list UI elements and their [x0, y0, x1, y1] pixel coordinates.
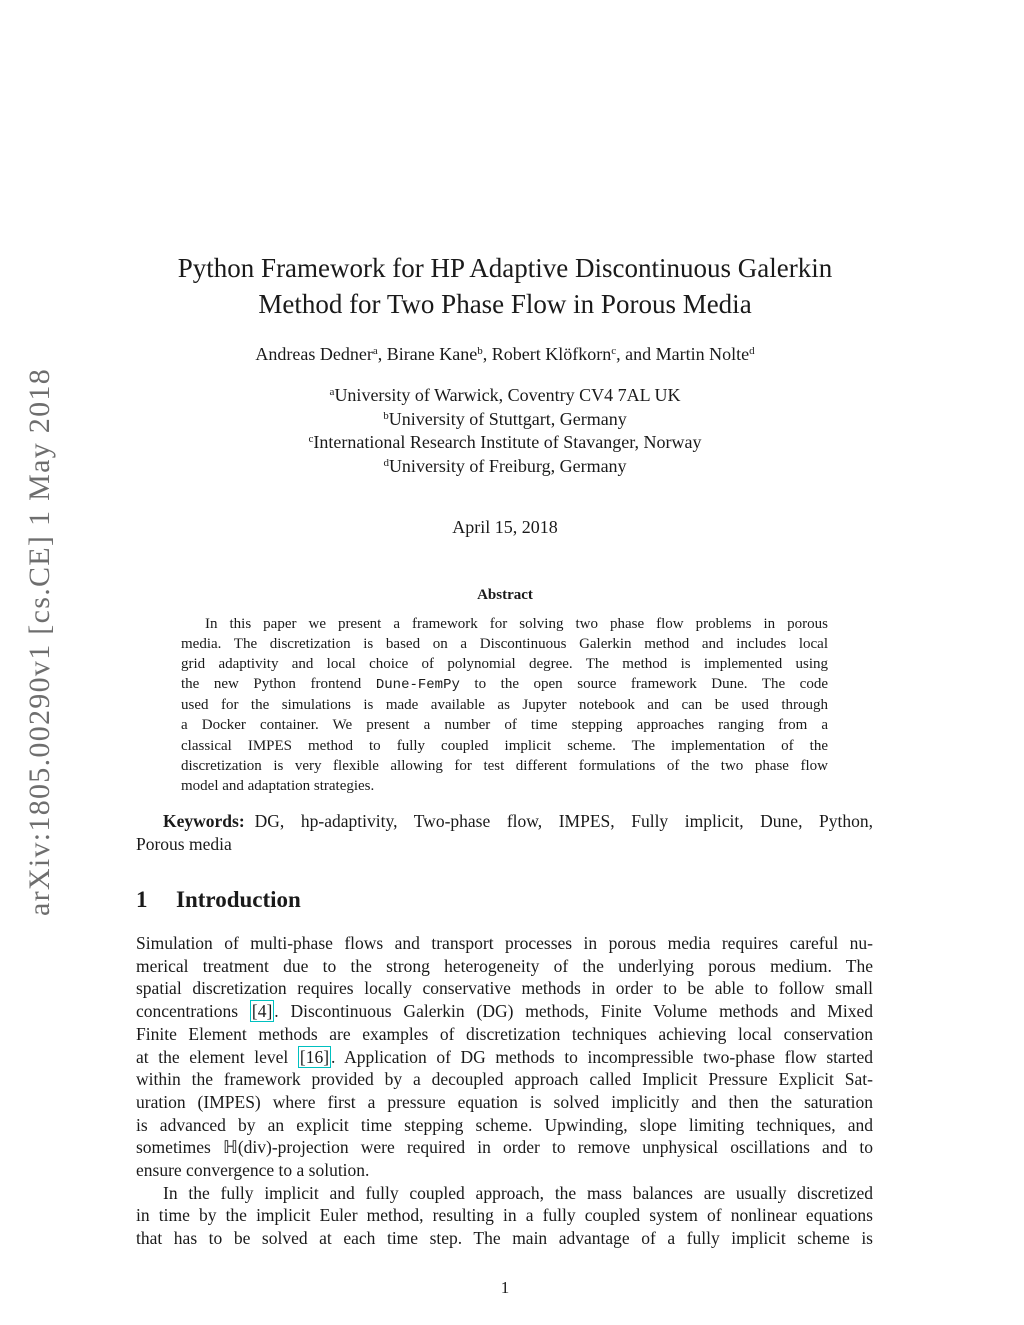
text-run: . Application of DG methods to incompressible two-phase flow started: [331, 1046, 874, 1067]
arxiv-identifier: arXiv:1805.00290v1 [cs.CE] 1 May 2018: [23, 367, 56, 917]
text-run: Simulation of multi-phase flows and transport processes in porous media requires careful nu-: [136, 933, 873, 953]
code-term: Dune-FemPy: [375, 677, 460, 694]
abstract-line: [181, 715, 828, 735]
page-number: 1: [500, 1278, 510, 1297]
body-line: [136, 1204, 873, 1227]
body-line: [136, 977, 873, 1000]
text-run: uration (IMPES) where first a pressure equation is solved implicitly and then the saturation: [136, 1091, 873, 1112]
abstract-line: [181, 736, 828, 756]
text-run: concentrations: [136, 1001, 250, 1022]
keywords-label: Keywords:: [163, 811, 245, 831]
body-line: [136, 1068, 873, 1091]
affiliation-mark: d: [383, 456, 389, 469]
body-line: [136, 1136, 873, 1159]
body-line: [136, 932, 873, 955]
author-separator: ,: [482, 344, 492, 364]
body-line: [136, 1091, 873, 1114]
affiliation: [140, 408, 870, 432]
author-separator: ,: [377, 344, 387, 364]
title-line: Python Framework for HP Adaptive Discontinuous Galerkin: [177, 253, 833, 283]
text-run: to the open source framework Dune. The code: [459, 676, 828, 693]
body-line: [136, 1159, 873, 1182]
text-run: ensure convergence to a solution.: [136, 1160, 370, 1181]
affiliation-mark: b: [477, 345, 483, 357]
affiliation: [140, 455, 870, 479]
author-name: Martin Nolte: [655, 344, 750, 364]
body-line: [136, 1114, 873, 1137]
body-line: [136, 955, 873, 978]
affiliation-mark: a: [372, 345, 378, 357]
abstract-line: [181, 674, 828, 695]
citation-link[interactable]: [16]: [299, 1046, 330, 1067]
affiliation: [140, 431, 870, 455]
text-run: that has to be solved at each time step. The main advantage of a fully implicit scheme is: [136, 1228, 873, 1249]
affiliation-list: [140, 384, 870, 478]
paper-date: April 15, 2018: [452, 517, 558, 537]
abstract-text: [181, 614, 828, 796]
affiliation-mark: c: [308, 433, 314, 445]
section-title: Introduction: [176, 887, 301, 912]
text-run: sometimes ℍ(div)-projection were required in order to remove unphysical oscillations and to: [136, 1137, 873, 1158]
keywords-text: DG, hp-adaptivity, Two-phase flow, IMPES, Fully implicit, Dune, Python,: [254, 811, 873, 831]
author-separator: , and: [616, 344, 656, 364]
section-number: 1: [136, 887, 148, 912]
abstract-line: [181, 695, 828, 715]
affiliation-text: University of Stuttgart, Germany: [388, 408, 627, 429]
text-run: spatial discretization requires locally conservative methods in order to be able to follow small: [136, 978, 873, 999]
affiliation-text: International Research Institute of Stavanger, Norway: [313, 432, 702, 452]
affiliation-mark: c: [611, 345, 617, 357]
text-run: within the framework provided by a decoupled approach called Implicit Pressure Explicit Sat-: [136, 1069, 873, 1090]
text-run: used for the simulations is made available as Jupyter notebook and can be used through: [181, 697, 828, 714]
author-name: Robert Klöfkorn: [491, 344, 612, 364]
body-line: [136, 1227, 873, 1250]
abstract-line: [181, 634, 828, 654]
citation-link[interactable]: [4]: [251, 1001, 273, 1022]
keywords-text: Porous media: [136, 834, 232, 854]
affiliation-mark: d: [749, 345, 755, 357]
text-run: media. The discretization is based on a Discontinuous Galerkin method and includes local: [181, 636, 828, 653]
text-run: a Docker container. We present a number of time stepping approaches ranging from a: [181, 717, 828, 734]
body-line: [136, 1046, 873, 1069]
abstract-line: [181, 756, 828, 776]
text-run: model and adaptation strategies.: [181, 777, 375, 794]
text-run: In this paper we present a framework for solving two phase flow problems in porous: [205, 616, 828, 632]
affiliation-mark: b: [383, 409, 389, 422]
body-line: [136, 1000, 873, 1023]
text-run: discretization is very flexible allowing for test different formulations of the two phase flow: [181, 757, 828, 774]
affiliation-mark: a: [329, 386, 335, 398]
text-run: grid adaptivity and local choice of polynomial degree. The method is implemented using: [181, 656, 828, 673]
body-text: [136, 932, 873, 1250]
paper-title: [140, 250, 870, 322]
abstract-line: [181, 614, 828, 634]
abstract-heading: Abstract: [477, 587, 533, 603]
text-run: . Discontinuous Galerkin (DG) methods, Finite Volume methods and Mixed: [274, 1001, 873, 1022]
text-run: is advanced by an explicit time stepping scheme. Upwinding, slope limiting techniques, and: [136, 1114, 873, 1135]
section-heading: [136, 884, 636, 916]
keywords: [136, 810, 873, 856]
text-run: Finite Element methods are examples of discretization techniques achieving local conservation: [136, 1023, 873, 1044]
text-run: in time by the implicit Euler method, resulting in a fully coupled system of nonlinear equations: [136, 1205, 873, 1226]
text-run: at the element level: [136, 1046, 298, 1067]
title-line: Method for Two Phase Flow in Porous Media: [258, 289, 752, 319]
body-line: [136, 1182, 873, 1205]
text-run: the new Python frontend: [181, 676, 376, 693]
author-name: Andreas Dedner: [255, 344, 373, 364]
author-list: [140, 341, 870, 367]
affiliation: [140, 384, 870, 408]
abstract-line: [181, 654, 828, 674]
keywords-line: [136, 810, 873, 833]
text-run: classical IMPES method to fully coupled implicit scheme. The implementation of the: [181, 737, 828, 754]
arxiv-sidebar: [12, 354, 68, 930]
body-line: [136, 1023, 873, 1046]
abstract-line: [181, 776, 828, 796]
text-run: merical treatment due to the strong heterogeneity of the underlying porous medium. The: [136, 955, 873, 976]
keywords-line: [136, 833, 873, 856]
author-name: Birane Kane: [386, 344, 478, 364]
affiliation-text: University of Freiburg, Germany: [388, 455, 627, 476]
affiliation-text: University of Warwick, Coventry CV4 7AL UK: [334, 385, 681, 405]
text-run: In the fully implicit and fully coupled approach, the mass balances are usually discretized: [163, 1182, 873, 1203]
